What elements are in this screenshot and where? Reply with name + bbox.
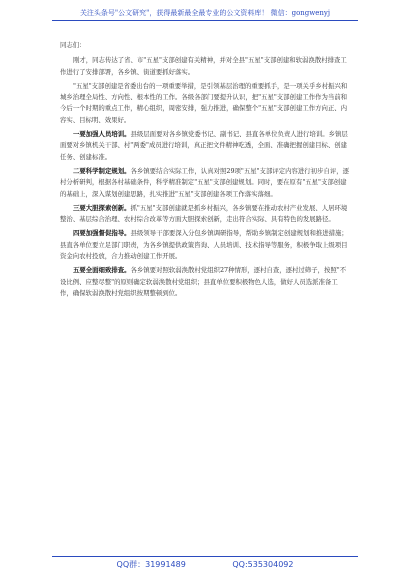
point-text: 县级领导干部要深入分包乡镇调研指导，帮助乡镇制定创建规划和推进措施；县直各单位要立足部门职责，为各乡镇提供政策咨询、人员培训、技术指导等服务，积极争取上级项目资金向农村投放，合力推动创建工作开展。	[60, 229, 348, 261]
point-text: 各乡镇要对照软弱涣散村党组织27种情形，逐村自查，逐村过筛子，按照"不设比例、应整尽整"的原则确定软弱涣散村党组织；县直单位要积极物色人选，做好人员选派准备工作，确保软弱涣散村党组织按期整顿到位。	[60, 266, 347, 297]
point-lead: 二要科学制定规划。	[73, 166, 131, 175]
point-lead: 一要加强人员培训。	[73, 130, 131, 139]
qq-group-text: QQ群：31991489	[116, 560, 186, 569]
point-text: 县级层面要对各乡镇党委书记、副书记、县直各单位负责人进行培训。乡镇层面要对乡镇机关干部、村"两委"成员进行培训，真正把文件精神吃透，全面、准确把握创建目标、创建任务、创建标准。	[60, 130, 348, 161]
footer-contact	[52, 556, 358, 570]
point-paragraph-4	[60, 228, 350, 262]
point-paragraph-1	[60, 129, 350, 163]
salutation: 同志们：	[60, 41, 86, 49]
point-paragraph-2	[60, 166, 350, 200]
point-paragraph-3	[60, 203, 350, 226]
point-lead: 四要加强督促指导。	[73, 229, 131, 238]
point-text: 各乡镇要结合实际工作，认真对照29项"五星"支部评定内容进行初步自评，逐村分析研判，根据各村基础条件，科学精准制定"五星"支部创建规划。同时，要在原有"五星"支部创建的基础上，深入谋划创建思路，扎实推进"五星"支部创建各项工作落实落细。	[60, 166, 350, 198]
point-lead: 三要大胆探索创新。	[73, 203, 131, 212]
document-body	[60, 40, 350, 302]
point-paragraph-5	[60, 265, 350, 299]
point-text: 抓"五星"支部创建就是抓乡村振兴，各乡镇要在推动农村产业发展、人居环境整治、基层综合治理、农村综合改革等方面大胆探索创新，走出符合实际、具有特色的发展路径。	[60, 203, 348, 224]
qq-text: QQ:535304092	[232, 560, 294, 569]
intro-paragraph-2: "五星"支部创建是省委出台的一项重要举措，是引领基层治理的重要抓手，是一项关乎乡村振兴和城乡治理全局性、方向性、根本性的工作。各级各部门要提升认识，把"五星"支部创建工作作为当前和今后一个时期的重点工作，精心组织，周密安排，强力推进，确保整个"五星"支部创建工作方向正、内容实、目标明、效果好。	[60, 81, 348, 124]
point-lead: 五要全面细致排查。	[73, 266, 131, 275]
intro-paragraph-1: 刚才，同志传达了省、市"五星"支部创建有关精神，并对全县"五星"支部创建和软弱涣散村排查工作进行了安排部署，各乡镇、街道要抓好落实。	[60, 56, 347, 76]
header-banner: 关注头条号"公文研究"，获得最新最全最专业的公文资料库！ 微信：gongwenyj	[52, 8, 358, 21]
